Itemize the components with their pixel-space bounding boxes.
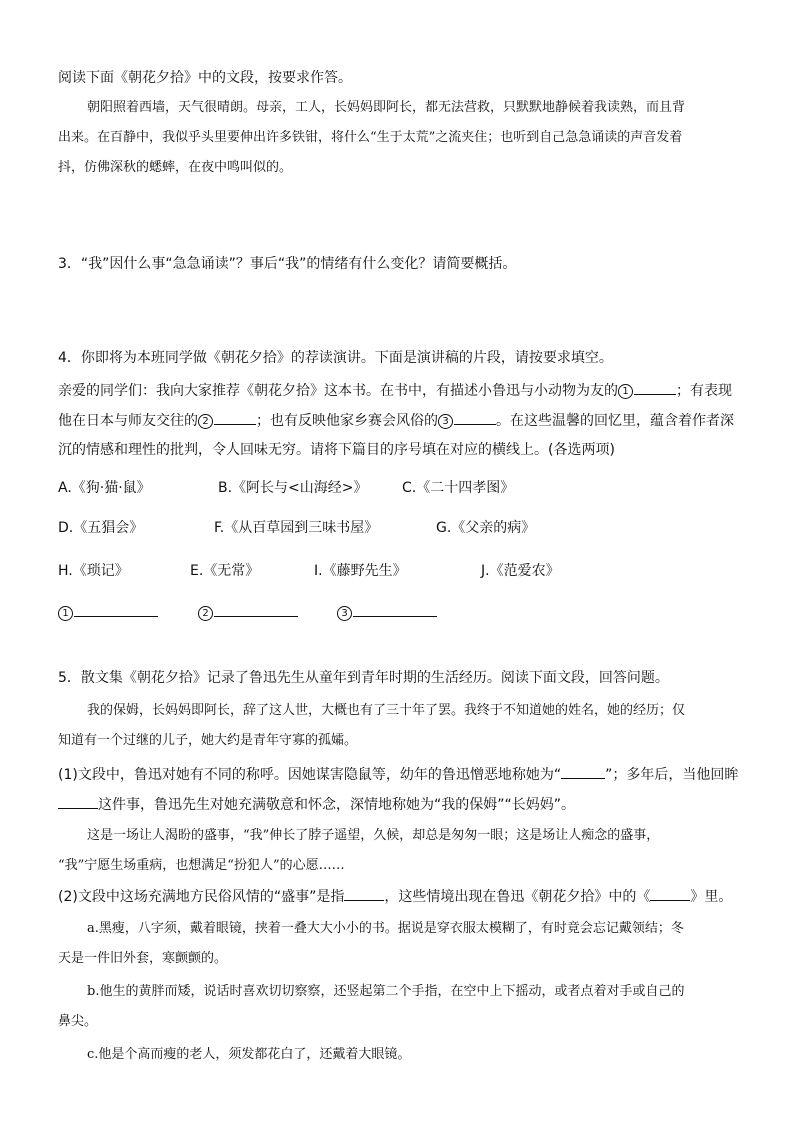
question-text: ，这些情境出现在鲁迅《朝花夕拾》中的《 (384, 889, 651, 905)
question-text: 》里。 (690, 889, 733, 905)
answer-blank[interactable] (74, 602, 158, 617)
question-text: (1)文段中，鲁迅对她有不同的称呼。因她谋害隐鼠等，幼年的鲁迅憎恶地称她为“ (58, 767, 562, 783)
speech-text: 他在日本与师友交往的 (58, 413, 198, 429)
answer-line-3 (337, 602, 437, 623)
question-4-line-1 (58, 380, 732, 401)
option-g: G.《父亲的病》 (436, 520, 536, 536)
passage-line: 我的保姆，长妈妈即阿长，辞了这人世，大概也有了三十年了罢。我终于不知道她的姓名，她的经历；仅 (87, 703, 686, 718)
option-e: E.《无常》 (190, 563, 260, 579)
circled-number: 1 (58, 606, 73, 621)
option-j: J.《范爱农》 (481, 563, 560, 579)
answer-blank[interactable] (344, 886, 384, 901)
item-line: b.他生的黄胖而矮，说话时喜欢切切察察，还竖起第二个手指，在空中上下摇动，或者点着对手或自己的 (87, 984, 685, 999)
circled-number: 3 (337, 606, 352, 621)
circled-number: 3 (438, 414, 453, 429)
circled-number: 1 (618, 384, 633, 399)
option-b: B.《阿长与<山海经>》 (218, 480, 368, 496)
answer-blank[interactable] (353, 602, 437, 617)
item-line: c.他是个高而瘦的老人，须发都花白了，还戴着大眼镜。 (87, 1047, 411, 1062)
reading-intro: 阅读下面《朝花夕拾》中的文段，按要求作答。 (58, 70, 352, 86)
passage-line: “我”宁愿生场重病，也想满足“扮犯人”的心愿…… (58, 858, 345, 873)
answer-line-2 (198, 602, 298, 623)
answer-line-1 (58, 602, 158, 623)
option-i: I.《藤野先生》 (314, 563, 407, 579)
sub-question-1-line-2 (58, 794, 575, 815)
circled-number: 2 (198, 606, 213, 621)
sub-question-2 (58, 886, 732, 907)
speech-text: 亲爱的同学们：我向大家推荐《朝花夕拾》这本书。在书中，有描述小鲁迅与小动物为友的 (58, 383, 618, 399)
speech-text: ；也有反映他家乡赛会风俗的 (256, 413, 438, 429)
answer-blank[interactable] (561, 764, 605, 779)
question-3: 3．“我”因什么事“急急诵读”？事后“我”的情绪有什么变化？请简要概括。 (58, 256, 517, 272)
circled-number: 2 (198, 414, 213, 429)
option-a: A.《狗·猫·鼠》 (58, 480, 151, 496)
answer-blank[interactable] (214, 602, 298, 617)
passage-line: 知道有一个过继的儿子，她大约是青年守寡的孤孀。 (58, 733, 358, 748)
item-line: 鼻尖。 (58, 1014, 98, 1029)
question-text: ”；多年后，当他回眸 (605, 767, 739, 783)
answer-blank-1[interactable] (634, 380, 676, 395)
speech-text: 。在这些温馨的回忆里，蕴含着作者深 (496, 413, 734, 429)
answer-blank-3[interactable] (454, 410, 496, 425)
item-line: a.黑瘦，八字须，戴着眼镜，挟着一叠大大小小的书。据说是穿衣服太模糊了，有时竟会忘记戴领结；冬 (87, 921, 684, 936)
answer-blank[interactable] (58, 794, 98, 809)
question-4-line-3: 沉的情感和理性的批判，令人回味无穷。请将下篇目的序号填在对应的横线上。(各选两项) (58, 442, 615, 458)
question-text: (2)文段中这场充满地方民俗风情的“盛事”是指 (58, 889, 345, 905)
passage-line: 抖，仿佛深秋的蟋蟀，在夜中鸣叫似的。 (58, 160, 293, 175)
sub-question-1-line-1 (58, 764, 738, 785)
question-4-line-2 (58, 410, 734, 431)
option-f: F.《从百草园到三味书屋》 (214, 520, 379, 536)
passage-line: 出来。在百静中，我似乎头里要伸出许多铁钳，将什么“生于太荒”之流夹住；也听到自己急急诵读的声音发着 (58, 130, 683, 145)
question-4-stem: 4．你即将为本班同学做《朝花夕拾》的荐读演讲。下面是演讲稿的片段，请按要求填空。 (58, 350, 613, 366)
speech-text: ；有表现 (676, 383, 732, 399)
option-d: D.《五猖会》 (58, 520, 144, 536)
answer-blank-2[interactable] (214, 410, 256, 425)
item-line: 天是一件旧外套，寒颤颤的。 (58, 951, 228, 966)
passage-line: 朝阳照着西墙，天气很晴朗。母亲，工人，长妈妈即阿长，都无法营救，只默默地静候着我读熟，而且背 (87, 100, 686, 115)
option-h: H.《琐记》 (58, 563, 129, 579)
question-5-stem: 5．散文集《朝花夕拾》记录了鲁迅先生从童年到青年时期的生活经历。阅读下面文段，回答问题。 (58, 670, 669, 686)
answer-blank[interactable] (650, 886, 690, 901)
passage-line: 这是一场让人渴盼的盛事，“我”伸长了脖子遥望，久候，却总是匆匆一眼；这是场让人痴念的盛事， (87, 828, 660, 843)
question-text: 这件事，鲁迅先生对她充满敬意和怀念，深情地称她为“我的保姆”“长妈妈”。 (98, 797, 576, 813)
option-c: C.《二十四孝图》 (402, 480, 515, 496)
